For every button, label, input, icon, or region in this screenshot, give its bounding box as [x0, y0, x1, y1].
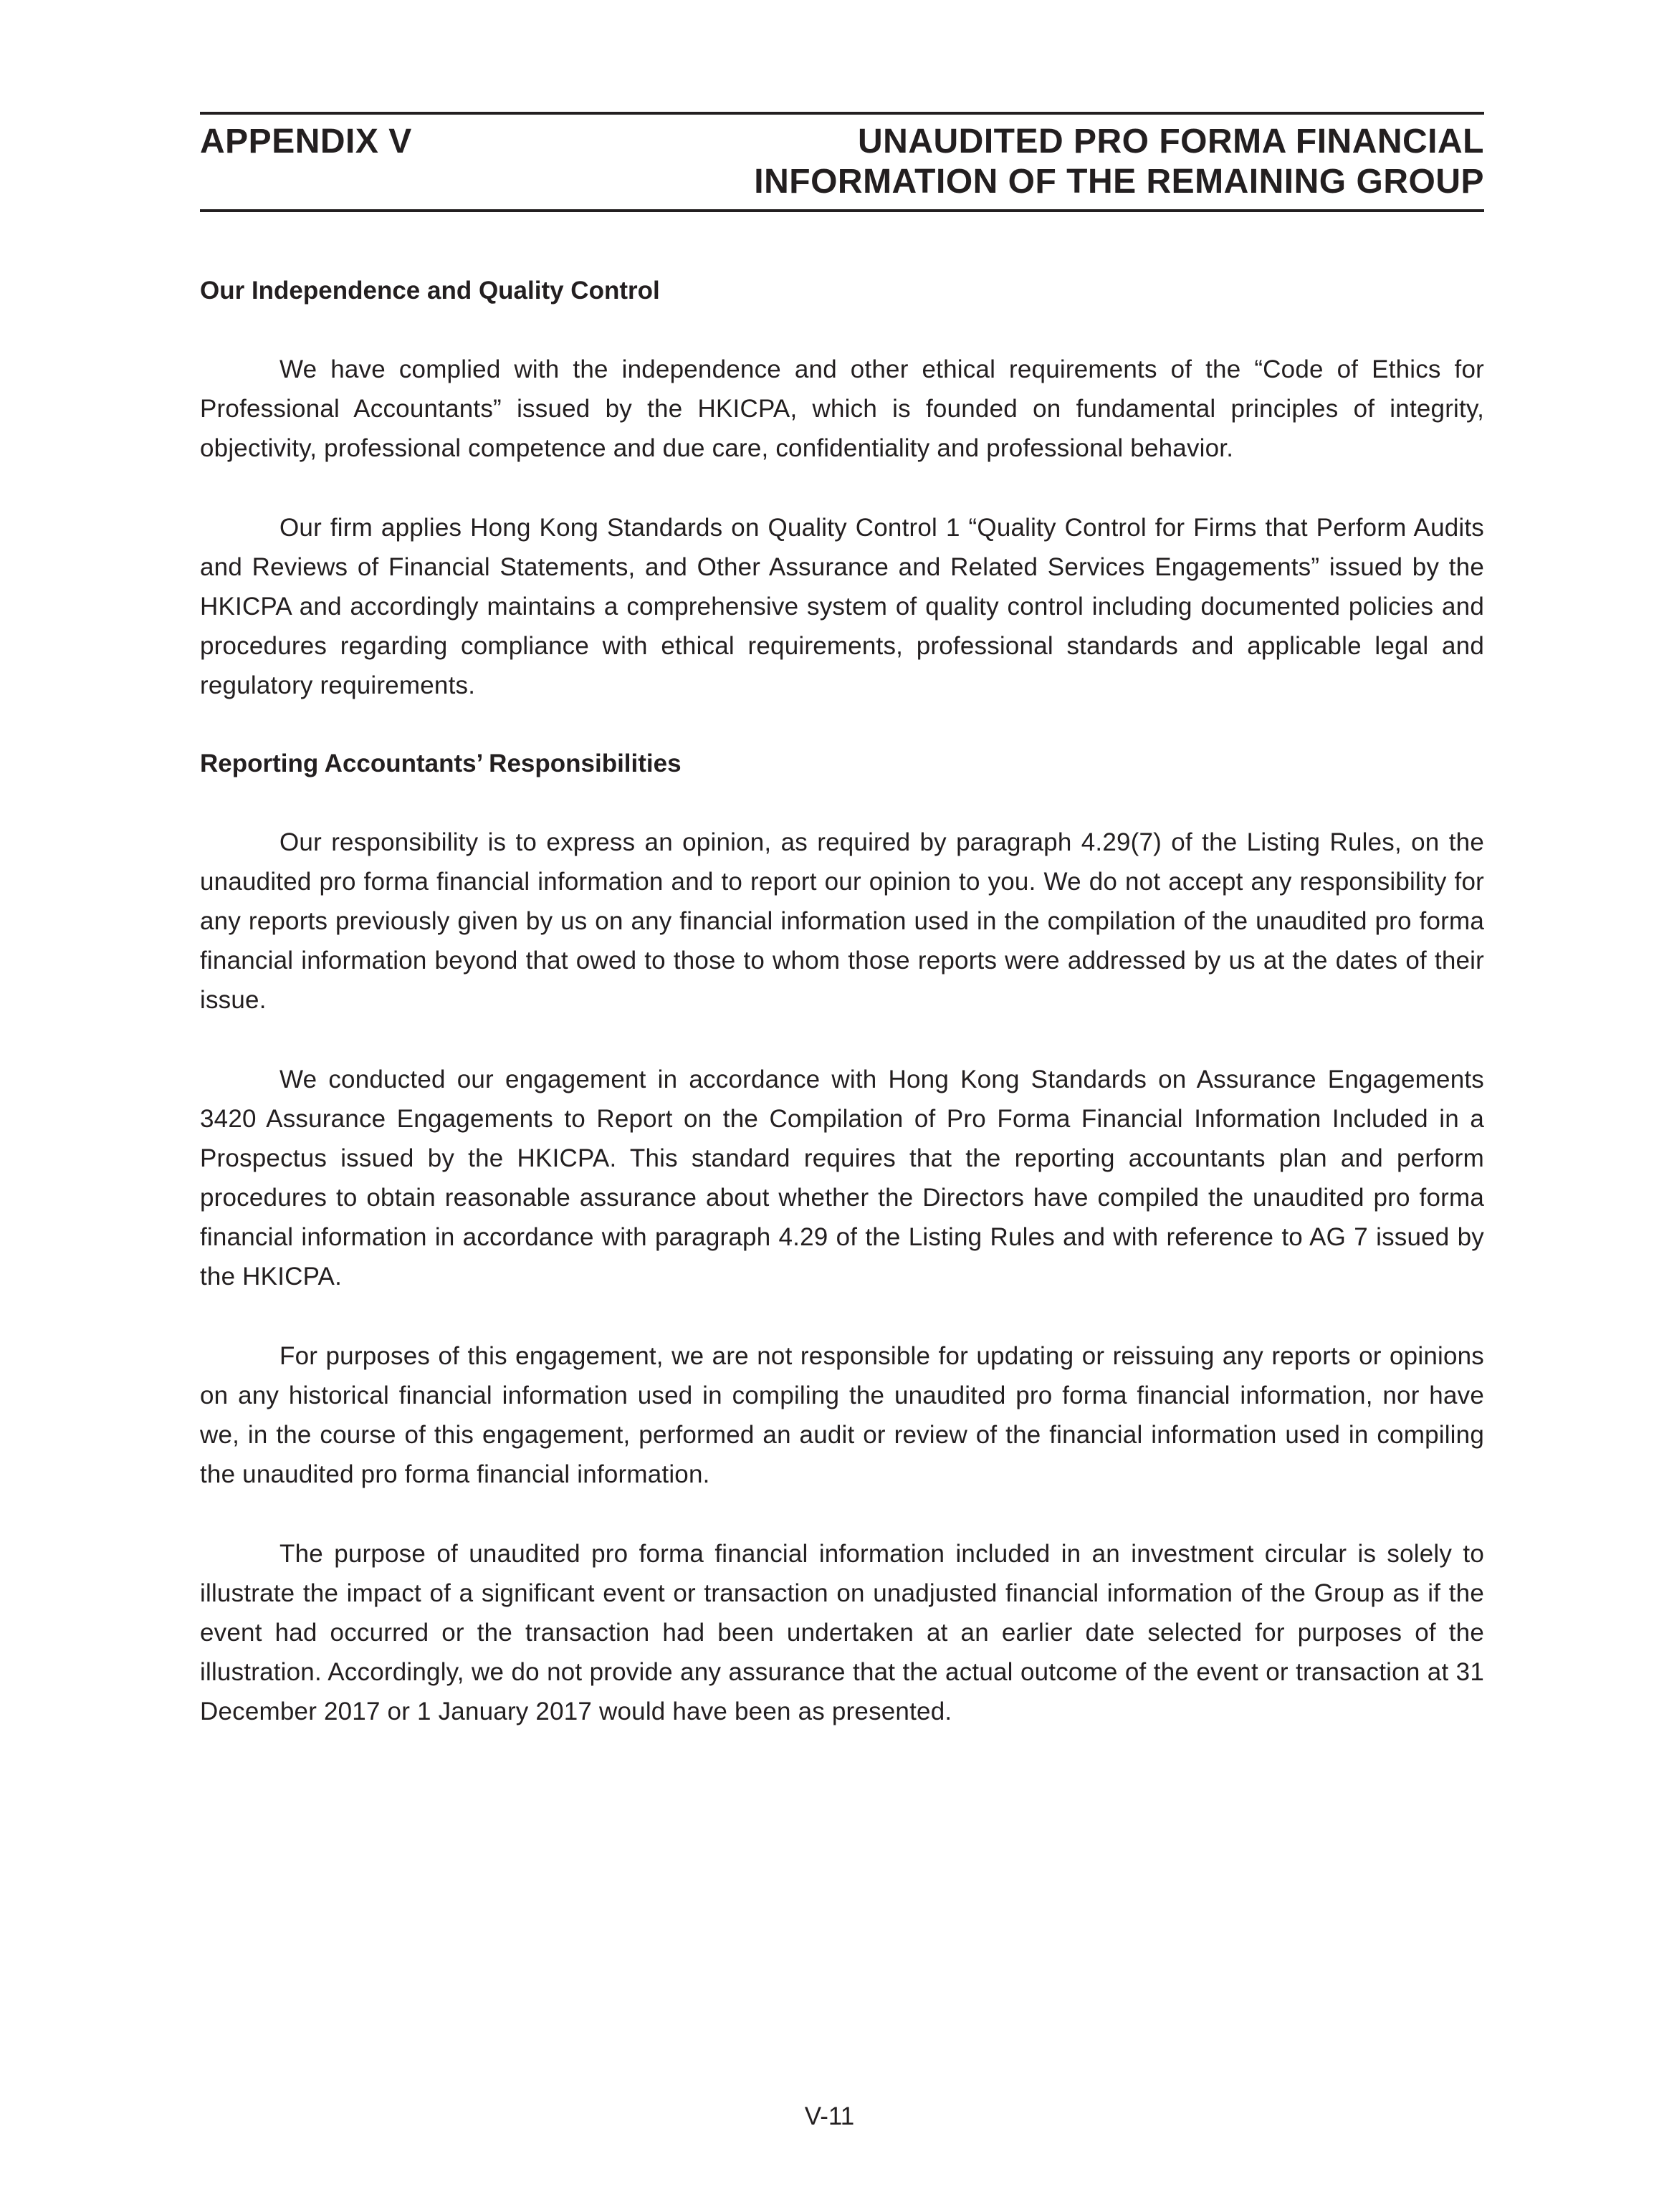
- section-heading: Reporting Accountants’ Responsibilities: [200, 750, 682, 777]
- section-reporting-accountants-responsibilities: [200, 745, 1484, 1731]
- header-title-line-1: UNAUDITED PRO FORMA FINANCIAL: [858, 123, 1484, 161]
- header-title: [754, 122, 1484, 202]
- paragraph: Our firm applies Hong Kong Standards on Quality Control 1 “Quality Control for Firms that Perform Audits and Reviews of Financial Statements, and Other Assurance and Related Services Engagements” issued by the HKICPA and accordingly maintains a comprehensive system of quality control including documented policies and procedures regarding compliance with ethical requirements, professional standards and applicable legal and regulatory requirements.: [200, 514, 1484, 699]
- page-content: [200, 272, 1484, 1731]
- section-heading: Our Independence and Quality Control: [200, 277, 660, 305]
- header-title-line-2: INFORMATION OF THE REMAINING GROUP: [754, 163, 1484, 201]
- header-bottom-rule: [200, 209, 1484, 212]
- paragraph: We conducted our engagement in accordance with Hong Kong Standards on Assurance Engagements 3420 Assurance Engagements to Report on the Compilation of Pro Forma Financial Information Included in a Prospectus issued by the HKICPA. This standard requires that the reporting accountants plan and perform procedures to obtain reasonable assurance about whether the Directors have compiled the unaudited pro forma financial information in accordance with paragraph 4.29 of the Listing Rules and with reference to AG 7 issued by the HKICPA.: [200, 1066, 1484, 1291]
- header-row: [200, 115, 1484, 209]
- section-independence-quality-control: [200, 272, 1484, 745]
- paragraph: Our responsibility is to express an opinion, as required by paragraph 4.29(7) of the Listing Rules, on the unaudited pro forma financial information and to report our opinion to you. We do not accept any responsibility for any reports previously given by us on any financial information used in the compilation of the unaudited pro forma financial information beyond that owed to those to whom those reports were addressed by us at the dates of their issue.: [200, 828, 1484, 1014]
- paragraph: The purpose of unaudited pro forma financial information included in an investment circular is solely to illustrate the impact of a significant event or transaction on unadjusted financial information of the Group as if the event had occurred or the transaction had been undertaken at an earlier date selected for purposes of the illustration. Accordingly, we do not provide any assurance that the actual outcome of the event or transaction at 31 December 2017 or 1 January 2017 would have been as presented.: [200, 1540, 1484, 1725]
- paragraph: We have complied with the independence and other ethical requirements of the “Code of Ethics for Professional Accountants” issued by the HKICPA, which is founded on fundamental principles of integrity, objectivity, professional competence and due care, confidentiality and professional behavior.: [200, 355, 1484, 462]
- page-number: V-11: [804, 2102, 855, 2130]
- paragraph: For purposes of this engagement, we are not responsible for updating or reissuing any reports or opinions on any historical financial information used in compiling the unaudited pro forma financial information, nor have we, in the course of this engagement, performed an audit or review of the financial information used in compiling the unaudited pro forma financial information.: [200, 1342, 1484, 1488]
- page-header: [200, 112, 1484, 212]
- appendix-label: APPENDIX V: [200, 123, 412, 161]
